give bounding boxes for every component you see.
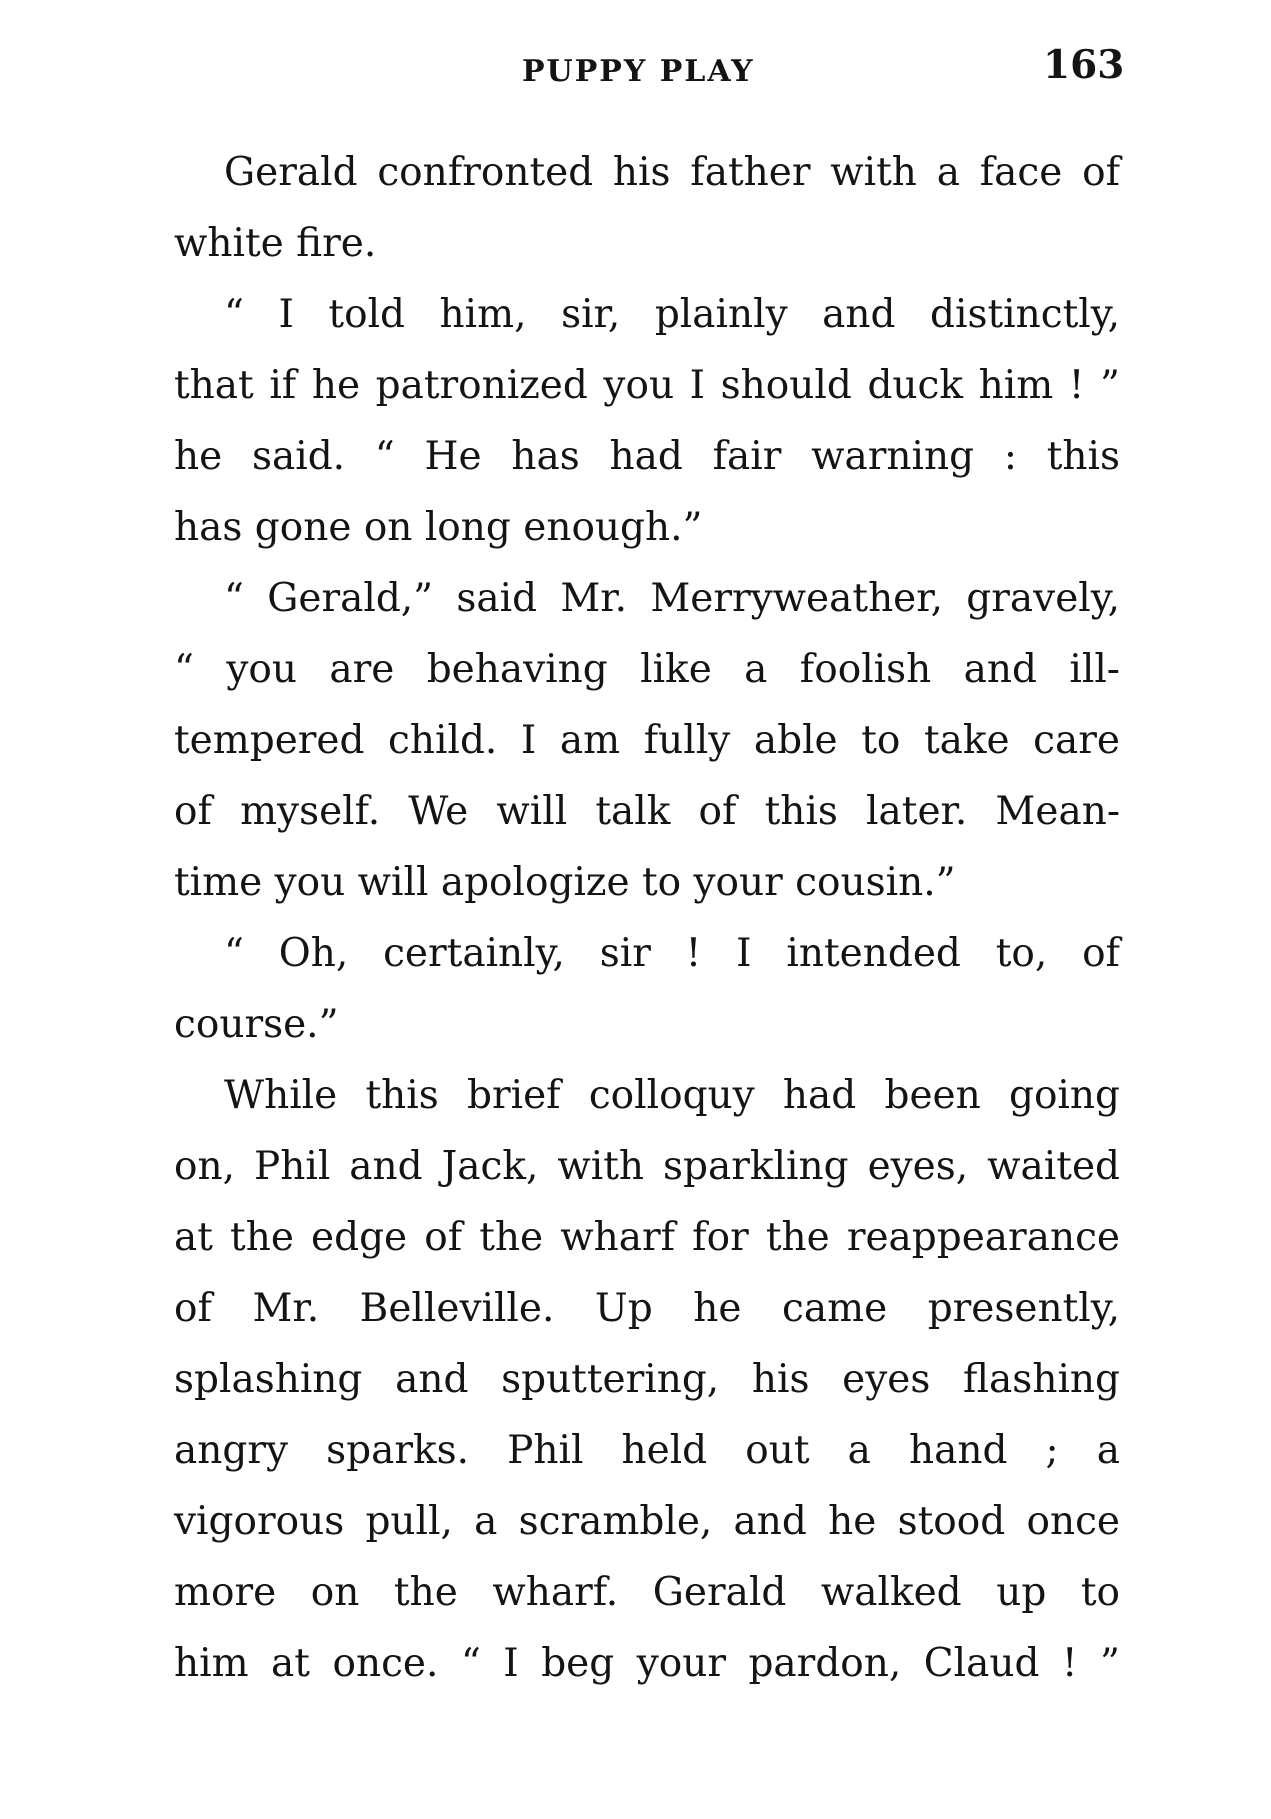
- text-line: “ you are behaving like a foolish and ill-: [174, 647, 1120, 692]
- text-line: white fire.: [174, 221, 377, 266]
- body-text: [174, 137, 1120, 1699]
- text-line: on, Phil and Jack, with sparkling eyes, waited: [174, 1144, 1120, 1189]
- text-line: time you will apologize to your cousin.”: [174, 860, 956, 905]
- running-title: PUPPY PLAY: [522, 54, 755, 89]
- page-number: 163: [1043, 42, 1125, 88]
- text-line: splashing and sputtering, his eyes flashing: [174, 1357, 1120, 1402]
- text-line: he said. “ He has had fair warning : this: [174, 434, 1120, 479]
- text-line: “ I told him, sir, plainly and distinctly,: [224, 292, 1120, 337]
- running-head: [0, 40, 1271, 100]
- text-line: While this brief colloquy had been going: [224, 1073, 1120, 1118]
- text-line: course.”: [174, 1002, 339, 1047]
- text-line: “ Oh, certainly, sir ! I intended to, of: [224, 931, 1120, 976]
- text-line: more on the wharf. Gerald walked up to: [174, 1570, 1120, 1615]
- text-line: him at once. “ I beg your pardon, Claud ! ”: [174, 1641, 1120, 1686]
- text-line: at the edge of the wharf for the reappearance: [174, 1215, 1120, 1260]
- text-line: of Mr. Belleville. Up he came presently,: [174, 1286, 1120, 1331]
- text-line: “ Gerald,” said Mr. Merryweather, gravely,: [224, 576, 1120, 621]
- text-line: has gone on long enough.”: [174, 505, 703, 550]
- text-line: that if he patronized you I should duck him ! ”: [174, 363, 1120, 408]
- text-line: Gerald confronted his father with a face of: [224, 150, 1120, 195]
- text-line: of myself. We will talk of this later. Mean-: [174, 789, 1120, 834]
- text-line: vigorous pull, a scramble, and he stood once: [174, 1499, 1120, 1544]
- text-line: tempered child. I am fully able to take care: [174, 718, 1120, 763]
- text-line: angry sparks. Phil held out a hand ; a: [174, 1428, 1120, 1473]
